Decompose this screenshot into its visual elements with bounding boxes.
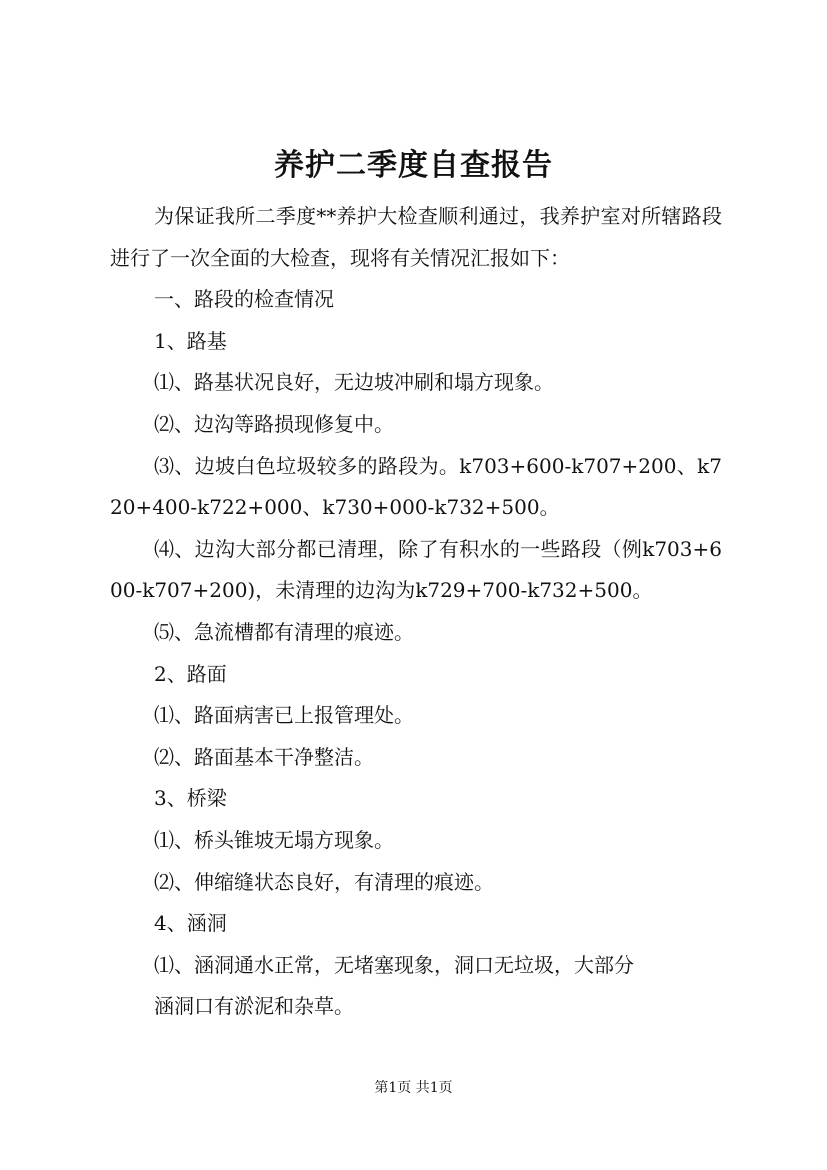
pavement-item-2: ⑵、路面基本干净整洁。: [154, 744, 374, 769]
subsection-heading-culvert: 4、涵洞: [154, 911, 227, 936]
roadbed-item-1: ⑴、路基状况良好，无边坡冲刷和塌方现象。: [154, 370, 554, 395]
pavement-item-1: ⑴、路面病害已上报管理处。: [154, 703, 414, 728]
subsection-heading-pavement: 2、路面: [154, 661, 227, 686]
roadbed-item-2: ⑵、边沟等路损现修复中。: [154, 411, 394, 436]
section-heading-road-check: 一、路段的检查情况: [154, 287, 334, 312]
culvert-item-1-continued: 涵洞口有淤泥和杂草。: [154, 994, 354, 1019]
roadbed-item-3: ⑶、边坡白色垃圾较多的路段为。k703+600-k707+200、k720+400-k722+000、k730+000-k732+500。: [110, 453, 722, 520]
subsection-heading-roadbed: 1、路基: [154, 328, 227, 353]
bridge-item-2: ⑵、伸缩缝状态良好，有清理的痕迹。: [154, 869, 494, 894]
subsection-heading-bridge: 3、桥梁: [154, 786, 227, 811]
culvert-item-1: ⑴、涵洞通水正常，无堵塞现象，洞口无垃圾，大部分: [154, 952, 634, 977]
roadbed-item-5: ⑸、急流槽都有清理的痕迹。: [154, 619, 414, 644]
roadbed-item-4: ⑷、边沟大部分都已清理，除了有积水的一些路段（例k703+600-k707+200)，未清理的边沟为k729+700-k732+500。: [110, 536, 722, 603]
page-footer: 第1页 共1页: [374, 1080, 453, 1096]
bridge-item-1: ⑴、桥头锥坡无塌方现象。: [154, 827, 394, 852]
intro-paragraph: 为保证我所二季度**养护大检查顺利通过，我养护室对所辖路段进行了一次全面的大检查，现将有关情况汇报如下：: [110, 204, 722, 270]
document-body: [110, 196, 722, 1028]
page-title: 养护二季度自查报告: [274, 148, 553, 183]
